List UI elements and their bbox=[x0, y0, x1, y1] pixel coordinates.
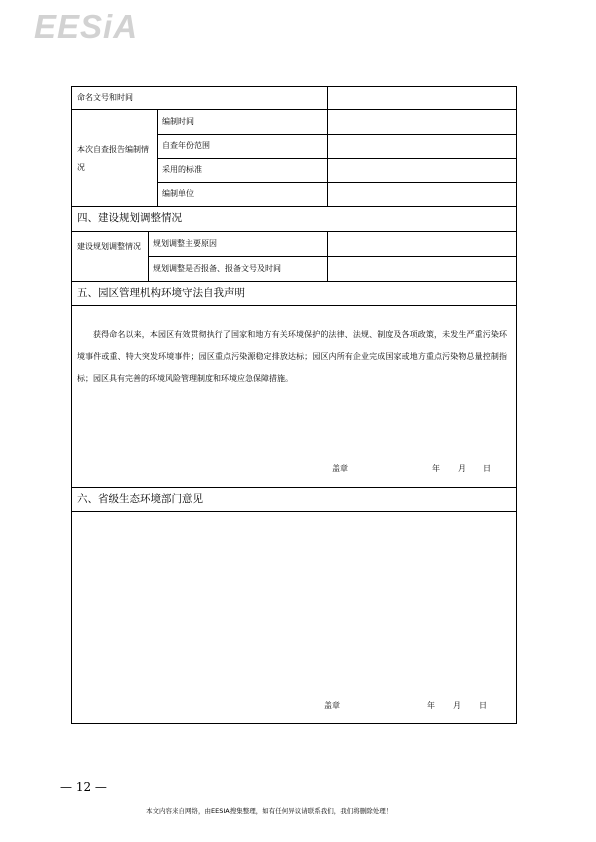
row-divider bbox=[71, 487, 517, 488]
row-divider bbox=[71, 109, 517, 110]
self-declaration-statement: 获得命名以来，本园区有效贯彻执行了国家和地方有关环境保护的法律、法规、制度及各项政策，未发生严重污染环境事件或重、特大突发环境事件；园区重点污染源稳定排放达标；园区内所有企业完成国家或地方重点污染物总量控制指标；园区具有完善的环境风险管理制度和环境应急保障措施。 bbox=[77, 330, 507, 383]
page-number: — 12 — bbox=[60, 780, 107, 794]
row-divider bbox=[148, 256, 517, 257]
row-divider bbox=[71, 305, 517, 306]
section4-title: 四、建设规划调整情况 bbox=[77, 212, 182, 224]
row-divider bbox=[157, 182, 517, 183]
row-divider bbox=[157, 158, 517, 159]
column-divider bbox=[148, 231, 149, 281]
row-divider bbox=[71, 206, 517, 207]
planning-reason-label: 规划调整主要原因 bbox=[153, 239, 217, 248]
section5-title: 五、园区管理机构环境守法自我声明 bbox=[77, 287, 245, 299]
date-month-label: 月 bbox=[453, 701, 461, 710]
seal-label: 盖章 bbox=[332, 464, 348, 473]
column-divider bbox=[157, 109, 158, 206]
date-day-label: 日 bbox=[479, 701, 487, 710]
row-divider bbox=[71, 511, 517, 512]
source-disclaimer: 本文内容来自网络，由EESIA搜集整理，如有任何异议请联系我们，我们将删除处理！ bbox=[146, 807, 393, 815]
row-divider bbox=[71, 281, 517, 282]
compile-time-label: 编制时间 bbox=[162, 117, 194, 126]
standards-used-label: 采用的标准 bbox=[162, 165, 202, 174]
planning-adjustment-group-label: 建设规划调整情况 bbox=[77, 242, 141, 251]
column-divider bbox=[327, 86, 328, 206]
section6-title: 六、省级生态环境部门意见 bbox=[77, 493, 203, 505]
row-divider bbox=[71, 231, 517, 232]
date-day-label: 日 bbox=[483, 464, 491, 473]
compiling-unit-label: 编制单位 bbox=[162, 189, 194, 198]
date-year-label: 年 bbox=[432, 464, 440, 473]
self-check-group-label: 本次自查报告编制情况 bbox=[77, 145, 149, 172]
eesia-logo: EESiA bbox=[34, 8, 139, 45]
planning-filing-label: 规划调整是否报备、报备文号及时间 bbox=[153, 264, 281, 273]
date-year-label: 年 bbox=[427, 701, 435, 710]
row-divider bbox=[157, 134, 517, 135]
self-check-year-range-label: 自查年份范围 bbox=[162, 141, 210, 150]
date-month-label: 月 bbox=[458, 464, 466, 473]
column-divider bbox=[327, 231, 328, 281]
seal-label: 盖章 bbox=[324, 701, 340, 710]
naming-document-label: 命名文号和时间 bbox=[77, 93, 133, 102]
